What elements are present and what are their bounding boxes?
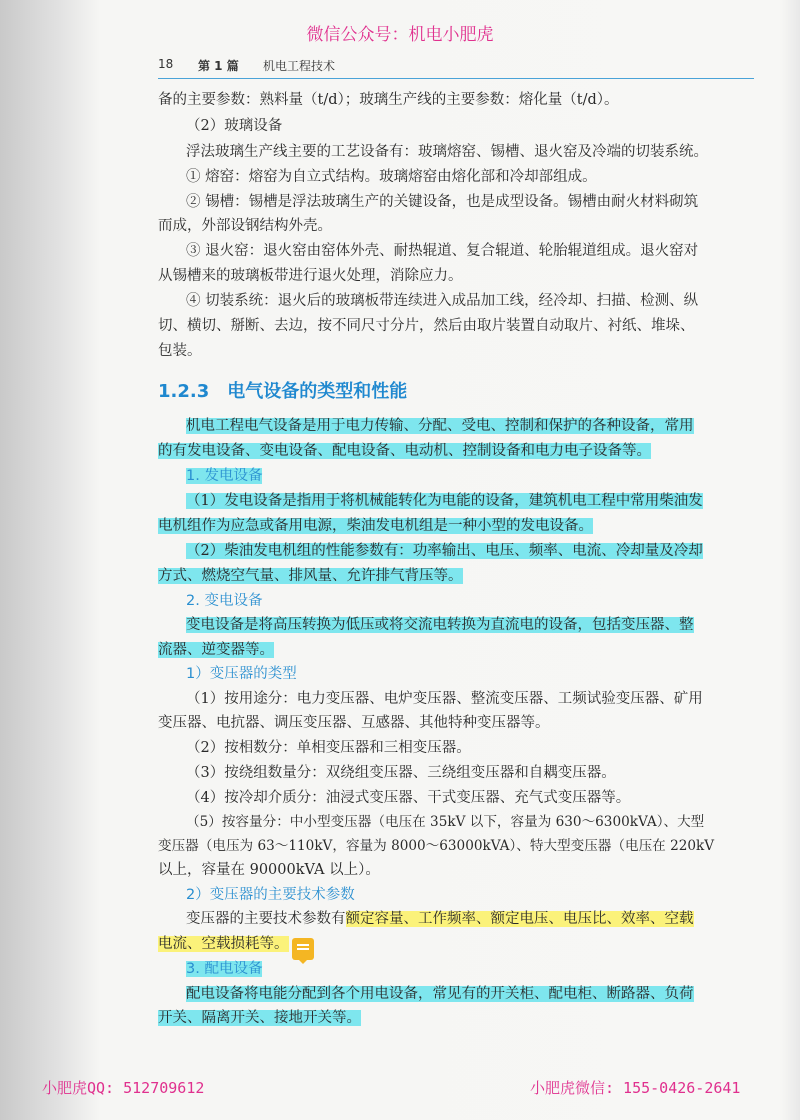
subheading: 2）变压器的主要技术参数 (186, 887, 355, 903)
text-line (158, 515, 593, 537)
highlight-cyan: 机电工程电气设备是用于电力传输、分配、受电、控制和保护的各种设备，常用 (186, 418, 694, 434)
text-line: ② 锡槽：锡槽是浮法玻璃生产的关键设备，也是成型设备。锡槽由耐火材料砌筑 (186, 194, 699, 210)
text-line (158, 1007, 361, 1029)
text-line (186, 983, 694, 1005)
highlight-cyan: 变电设备是将高压转换为低压或将交流电转换为直流电的设备，包括变压器、整 (186, 617, 694, 633)
text-line (158, 639, 274, 661)
text-line: 包装。 (158, 343, 202, 359)
footer-wechat: 小肥虎微信: 155-0426-2641 (530, 1079, 741, 1097)
header-part: 第 1 篇 (198, 59, 239, 73)
header-book-title: 机电工程技术 (263, 59, 336, 73)
comment-note-icon[interactable] (292, 938, 314, 960)
text-line: 以上，容量在 90000kVA 以上）。 (158, 862, 380, 878)
highlight-cyan: 的有发电设备、变电设备、配电设备、电动机、控制设备和电力电子设备等。 (158, 443, 651, 459)
highlight-cyan: 流器、逆变器等。 (158, 642, 274, 658)
text-line (158, 565, 463, 587)
highlight-cyan: （1）发电设备是指用于将机械能转化为电能的设备，建筑机电工程中常用柴油发 (186, 493, 703, 509)
highlight-cyan: 方式、燃烧空气量、排风量、允许排气背压等。 (158, 568, 463, 584)
text-line (158, 415, 694, 437)
text-line: （2）玻璃设备 (186, 118, 283, 134)
highlight-yellow: 额定容量、工作频率、额定电压、电压比、效率、空载 (345, 911, 694, 927)
highlight-cyan: 3. 配电设备 (186, 961, 263, 977)
highlight-yellow: 电流、空载损耗等。 (158, 936, 289, 952)
text-line: 从锡槽来的玻璃板带进行退火处理，消除应力。 (158, 268, 463, 284)
text-line: （2）按相数分：单相变压器和三相变压器。 (186, 740, 471, 756)
highlight-cyan: （2）柴油发电机组的性能参数有：功率输出、电压、频率、电流、冷却量及冷却 (186, 543, 703, 559)
section-title: 电气设备的类型和性能 (227, 381, 408, 402)
text-line: 变压器（电压为 63～110kV，容量为 8000～63000kVA）、特大型变压器（电压在 220kV (158, 838, 715, 854)
watermark-wechat-account: 微信公众号：机电小肥虎 (306, 25, 494, 45)
text-line (186, 908, 694, 930)
text-line: （5）按容量分：中小型变压器（电压在 35kV 以下，容量为 630～6300kVA）、大型 (186, 814, 705, 830)
text-line: ④ 切装系统：退火后的玻璃板带连续进入成品加工线，经冷却、扫描、检测、纵 (186, 293, 699, 309)
text-segment: 变压器的主要技术参数有 (186, 911, 346, 927)
text-line: 切、横切、掰断、去边，按不同尺寸分片，然后由取片装置自动取片、衬纸、堆垛、 (158, 318, 695, 334)
page-number: 18 (158, 57, 174, 71)
text-line: 而成，外部设钢结构外壳。 (158, 218, 332, 234)
footer-qq: 小肥虎QQ: 512709612 (42, 1079, 205, 1097)
highlight-cyan: 开关、隔离开关、接地开关等。 (158, 1010, 361, 1026)
text-line: ③ 退火窑：退火窑由窑体外壳、耐热辊道、复合辊道、轮胎辊道组成。退火窑对 (186, 243, 699, 259)
section-number: 1.2.3 (158, 381, 210, 402)
highlight-cyan: 1. 发电设备 (186, 468, 263, 484)
subheading (186, 465, 262, 487)
subheading (186, 958, 262, 980)
text-line: 变压器、电抗器、调压变压器、互感器、其他特种变压器等。 (158, 715, 550, 731)
text-line (186, 614, 694, 636)
running-header (158, 55, 758, 79)
section-heading (158, 377, 407, 403)
highlight-cyan: 电机组作为应急或备用电源，柴油发电机组是一种小型的发电设备。 (158, 518, 593, 534)
text-line: （1）按用途分：电力变压器、电炉变压器、整流变压器、工频试验变压器、矿用 (186, 691, 703, 707)
text-line: 备的主要参数：熟料量（t/d）；玻璃生产线的主要参数：熔化量（t/d）。 (158, 92, 619, 108)
text-line: （4）按冷却介质分：油浸式变压器、干式变压器、充气式变压器等。 (186, 790, 631, 806)
subheading: 1）变压器的类型 (186, 666, 297, 682)
highlight-cyan: 配电设备将电能分配到各个用电设备，常见有的开关柜、配电柜、断路器、负荷 (186, 986, 694, 1002)
subheading: 2. 变电设备 (186, 593, 263, 609)
text-line (186, 490, 703, 512)
header-rule (158, 78, 754, 79)
text-line (158, 933, 289, 955)
text-line (158, 440, 651, 462)
text-line: （3）按绕组数量分：双绕组变压器、三绕组变压器和自耦变压器。 (186, 765, 616, 781)
text-line: ① 熔窑：熔窑为自立式结构。玻璃熔窑由熔化部和冷却部组成。 (186, 169, 597, 185)
text-line (186, 540, 703, 562)
text-line: 浮法玻璃生产线主要的工艺设备有：玻璃熔窑、锡槽、退火窑及冷端的切装系统。 (186, 144, 708, 160)
